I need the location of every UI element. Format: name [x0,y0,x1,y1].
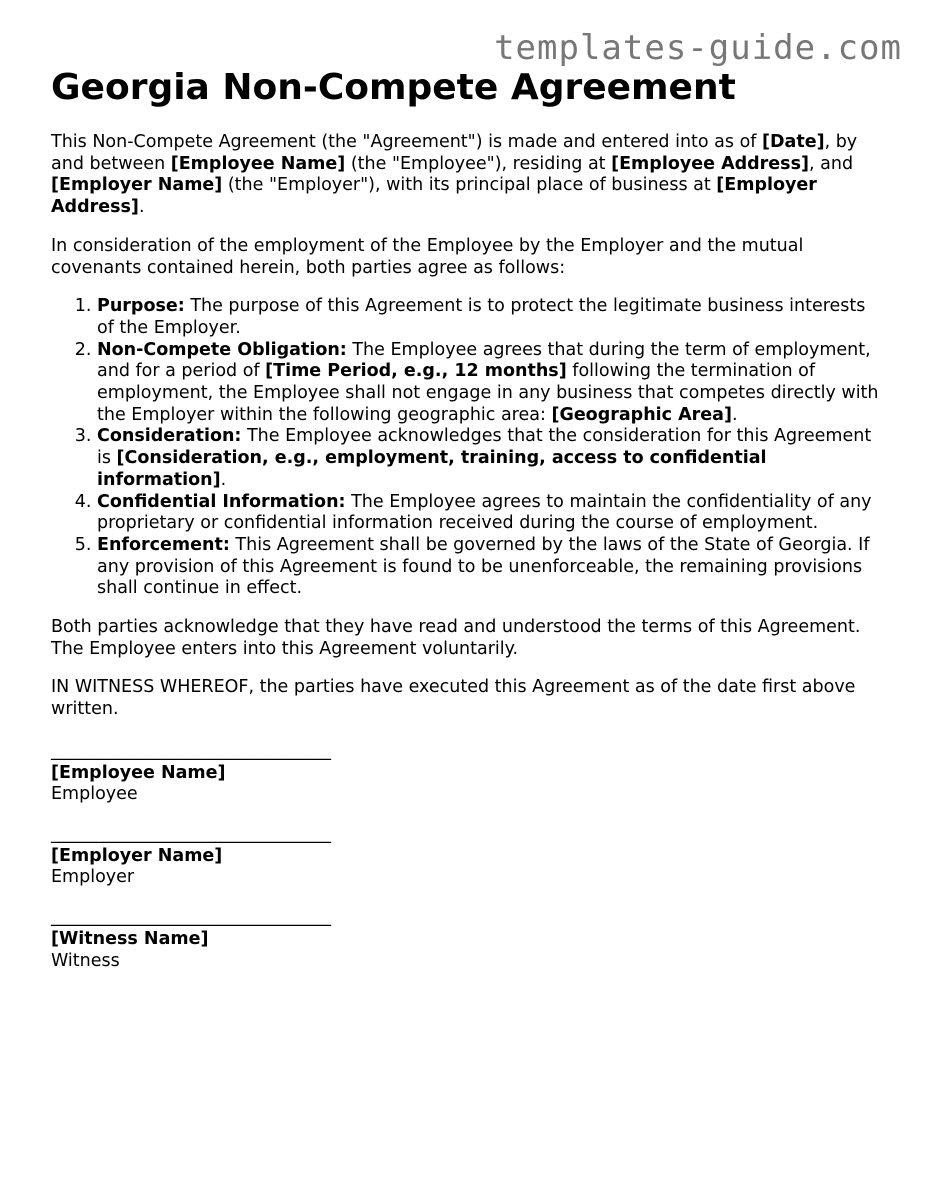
clause-label: Enforcement: [97,534,230,555]
clauses-list [51,296,881,600]
clause-text: following the termination of employment, the Employee shall not engage in any business that competes directly with the Employer within the following geographic area: [97,361,879,425]
employee-address-placeholder: [Employee Address] [611,153,810,174]
clause-non-compete [97,340,881,427]
site-watermark: templates-guide.com [494,28,902,68]
employer-name-placeholder: [Employer Name] [51,175,223,196]
time-period-placeholder: [Time Period, e.g., 12 months] [265,361,567,382]
signature-block-employer [51,824,881,889]
clause-enforcement [97,535,881,600]
signature-name: [Employee Name] [51,762,226,783]
acknowledgment-paragraph: Both parties acknowledge that they have read and understood the terms of this Agreement. The Employee enters into this Agreement voluntarily. [51,617,861,659]
signature-line: ________________________________ [51,907,331,928]
signature-role: Employer [51,867,135,888]
clause-label: Non-Compete Obligation: [97,339,347,360]
intro-text: , by and between [51,132,858,174]
signature-name: [Employer Name] [51,845,223,866]
clause-label: Purpose: [97,296,185,317]
clause-text: . [731,404,738,425]
clause-text: The Employee agrees that during the term of employment, and for a period of [97,339,871,382]
consideration-paragraph: In consideration of the employment of the Employee by the Employer and the mutual covenants contained herein, both parties agree as follows: [51,235,804,278]
document-title: Georgia Non-Compete Agreement [51,67,736,108]
employee-name-placeholder: [Employee Name] [170,153,346,174]
clause-label: Consideration: [97,426,242,447]
witness-clause: IN WITNESS WHEREOF, the parties have executed this Agreement as of the date first above written. [51,677,856,720]
clause-text: The Employee acknowledges that the consideration for this Agreement is [97,426,872,469]
clause-consideration [97,426,881,491]
signature-role: Employee [51,784,138,805]
signature-line: ________________________________ [51,823,331,844]
date-placeholder: [Date] [762,132,825,152]
clause-text: . [220,469,227,490]
signature-name: [Witness Name] [51,928,209,949]
consideration-placeholder: [Consideration, e.g., employment, training, access to confidential information] [97,448,767,490]
intro-text: (the "Employer"), with its principal place of business at [222,175,717,196]
intro-paragraph [51,132,881,219]
signature-line: ________________________________ [51,740,331,761]
geographic-area-placeholder: [Geographic Area] [551,404,732,425]
intro-text: (the "Employee"), residing at [345,153,612,174]
clause-text: This Agreement shall be governed by the laws of the State of Georgia. If any provision of this Agreement is found to be unenforceable, the remaining provisions shall continue in effect. [97,534,870,599]
clause-text: The purpose of this Agreement is to protect the legitimate business interests of the Employer. [97,296,866,338]
clause-confidential [97,492,881,535]
signature-block-witness [51,907,881,972]
signature-role: Witness [51,950,120,971]
document-page [51,0,881,972]
intro-text: , and [809,153,854,174]
clause-purpose [97,296,881,339]
signature-block-employee [51,741,881,806]
employer-address-placeholder: [Employer Address] [51,175,817,218]
intro-text: . [138,197,145,218]
clause-label: Confidential Information: [97,491,346,512]
clause-text: The Employee agrees to maintain the confidentiality of any proprietary or confidential information received during the course of employment. [97,491,872,534]
intro-text: This Non-Compete Agreement (the "Agreement") is made and entered into as of [51,132,762,152]
